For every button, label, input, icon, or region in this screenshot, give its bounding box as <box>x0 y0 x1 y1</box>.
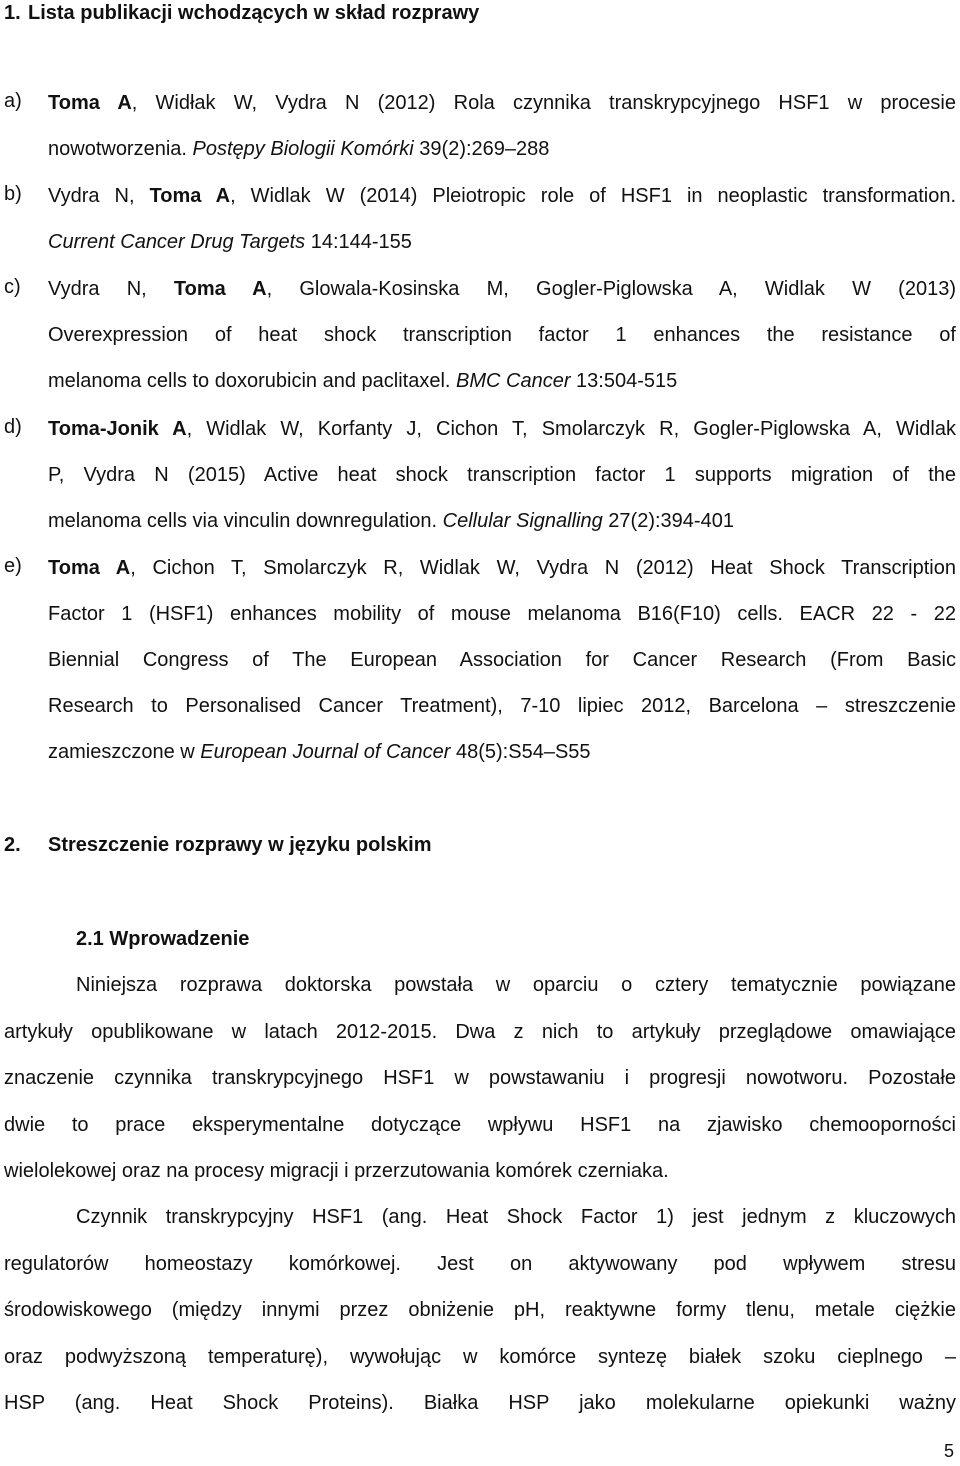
publication-line: Current Cancer Drug Targets 14:144-155 <box>48 231 412 253</box>
publication-line: melanoma cells to doxorubicin and paclitaxel. BMC Cancer 13:504-515 <box>48 370 678 392</box>
author-highlight: Toma A <box>173 278 267 300</box>
publication-line: Research to Personalised Cancer Treatment), 7-10 lipiec 2012, Barcelona – streszczenie <box>48 695 956 717</box>
publication-label: b) <box>4 183 22 205</box>
publication-e <box>4 545 956 775</box>
author-highlight: Toma A <box>48 557 131 579</box>
paragraph-line: artykuły opublikowane w latach 2012-2015. Dwa z nich to artykuły przeglądowe omawiające <box>4 1020 956 1043</box>
publication-a <box>4 80 956 172</box>
paragraph-line: znaczenie czynnika transkrypcyjnego HSF1 w powstawaniu i progresji nowotworu. Pozostałe <box>4 1067 956 1089</box>
page-number: 5 <box>943 1441 954 1461</box>
publication-c <box>4 266 956 404</box>
journal-name: BMC Cancer <box>456 370 571 392</box>
publication-label: c) <box>4 276 21 298</box>
paragraph-hsf1 <box>4 1194 956 1427</box>
paragraph-line: Czynnik transkrypcyjny HSF1 (ang. Heat Shock Factor 1) jest jednym z kluczowych <box>76 1206 956 1228</box>
publication-line: Vydra N, Toma A, Widlak W (2014) Pleiotropic role of HSF1 in neoplastic transformation. <box>48 185 956 207</box>
publication-line: Vydra N, Toma A, Glowala-Kosinska M, Gogler-Piglowska A, Widlak W (2013) <box>48 278 956 300</box>
paragraph-line: wielolekowej oraz na procesy migracji i przerzutowania komórek czerniaka. <box>4 1160 669 1182</box>
section-2-heading <box>4 832 431 858</box>
publication-line: Toma-Jonik A, Widlak W, Korfanty J, Cichon T, Smolarczyk R, Gogler-Piglowska A, Widlak <box>48 418 956 440</box>
section-1-number: 1. <box>4 2 21 24</box>
author-highlight: Toma A <box>48 92 132 114</box>
paragraph-line: oraz podwyższoną temperaturę), wywołując w komórce syntezę białek szoku cieplnego – <box>4 1345 956 1368</box>
publication-line: melanoma cells via vinculin downregulation. Cellular Signalling 27(2):394-401 <box>48 510 734 532</box>
publication-line: P, Vydra N (2015) Active heat shock transcription factor 1 supports migration of the <box>48 464 956 486</box>
journal-name: Current Cancer Drug Targets <box>48 231 306 253</box>
publication-line: Biennial Congress of The European Association for Cancer Research (From Basic <box>48 649 956 671</box>
journal-name: Cellular Signalling <box>442 510 603 532</box>
paragraph-line: HSP (ang. Heat Shock Proteins). Białka HSP jako molekularne opiekunki ważny <box>4 1392 956 1414</box>
journal-name: Postępy Biologii Komórki <box>192 138 414 160</box>
publication-label: d) <box>4 416 22 438</box>
paragraph-line: środowiskowego (między innymi przez obniżenie pH, reaktywne formy tlenu, metale ciężkie <box>4 1299 956 1321</box>
section-1-heading <box>4 0 479 26</box>
publication-line: Factor 1 (HSF1) enhances mobility of mouse melanoma B16(F10) cells. EACR 22 - 22 <box>48 603 956 625</box>
paragraph-line: regulatorów homeostazy komórkowej. Jest on aktywowany pod wpływem stresu <box>4 1252 956 1275</box>
section-2-number: 2. <box>4 834 21 856</box>
publication-d <box>4 406 956 544</box>
journal-name: European Journal of Cancer <box>200 741 451 763</box>
section-1-title: Lista publikacji wchodzących w skład rozprawy <box>28 2 480 24</box>
subsection-heading: 2.1 Wprowadzenie <box>76 928 250 950</box>
publication-line: zamieszczone w European Journal of Cancer 48(5):S54–S55 <box>48 741 591 763</box>
paragraph-line: dwie to prace eksperymentalne dotyczące wpływu HSF1 na zjawisko chemooporności <box>4 1113 956 1136</box>
publication-line: nowotworzenia. Postępy Biologii Komórki 39(2):269–288 <box>48 138 550 160</box>
publication-line: Toma A, Widłak W, Vydra N (2012) Rola czynnika transkrypcyjnego HSF1 w procesie <box>48 92 956 114</box>
publication-label: a) <box>4 90 22 112</box>
author-highlight: Toma-Jonik A <box>48 418 187 440</box>
author-highlight: Toma A <box>149 185 231 207</box>
paragraph-intro <box>4 962 956 1195</box>
publication-b <box>4 173 956 265</box>
section-2-title: Streszczenie rozprawy w języku polskim <box>48 834 432 856</box>
paragraph-line: Niniejsza rozprawa doktorska powstała w oparciu o cztery tematycznie powiązane <box>76 974 956 996</box>
publication-line: Toma A, Cichon T, Smolarczyk R, Widlak W, Vydra N (2012) Heat Shock Transcription <box>48 557 956 579</box>
publication-line: Overexpression of heat shock transcription factor 1 enhances the resistance of <box>48 324 956 346</box>
publication-label: e) <box>4 555 22 577</box>
